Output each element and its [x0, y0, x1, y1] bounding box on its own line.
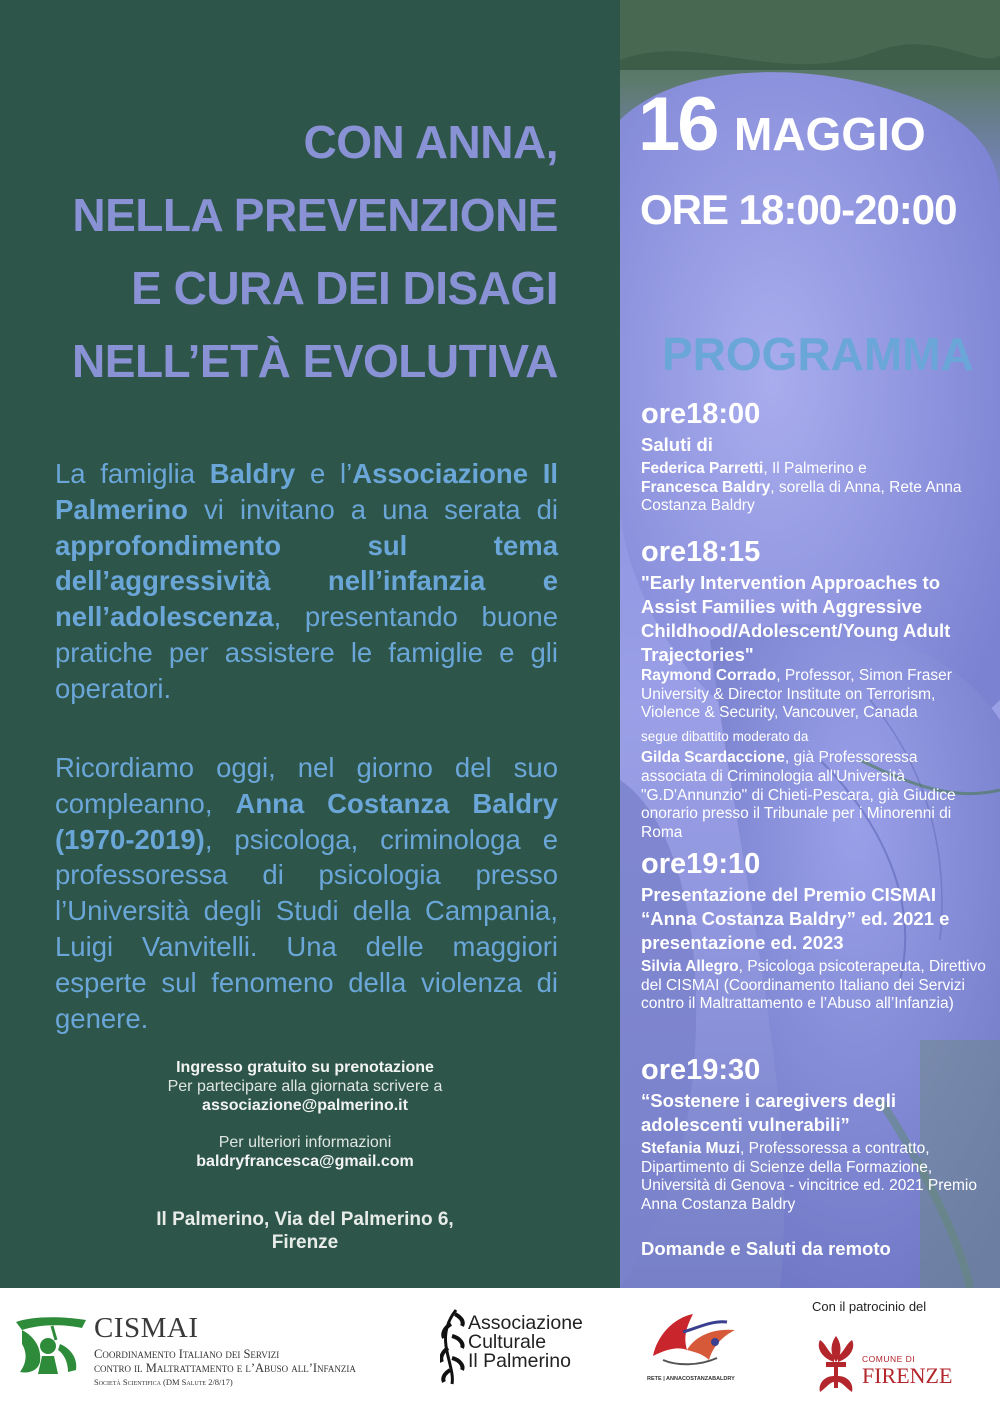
palmerino-name-line: Associazione — [468, 1312, 583, 1334]
program-heading: Presentazione del Premio CISMAI “Anna Costanza Baldry” ed. 2021 e presentazione ed. 2023 — [641, 884, 950, 953]
text: , psicologa, criminologa e professoressa di psicologia presso l’Università degli Studi della Campania, Luigi Vanvitelli. Una delle maggiori esperte sul fenomeno della violenza di genere. — [55, 823, 558, 1034]
invitation-paragraph — [55, 456, 558, 707]
event-hours: ORE 18:00-20:00 — [640, 186, 957, 233]
program-speakers — [641, 667, 986, 723]
cismai-name: CISMAI — [94, 1312, 199, 1344]
program-heading: "Early Intervention Approaches to Assist Families with Aggressive Childhood/Adolescent/Young Adult Trajectories" — [641, 572, 951, 665]
program-time: ore18:15 — [641, 536, 761, 568]
event-month: MAGGIO — [734, 108, 926, 160]
speaker-desc: , già Professoressa associata di Criminologia all'Università "G.D'Annunzio" di Chieti-Pescara, già Giudice onorario presso il Tribunale per i Minorenni di Roma — [641, 749, 956, 841]
cismai-subtitle: Coordinamento Italiano dei Servizi — [94, 1347, 280, 1361]
program-moderator — [641, 749, 986, 843]
speaker-desc: , Il Palmerino e — [763, 460, 867, 477]
speaker-name: Raymond Corrado — [641, 667, 777, 684]
cismai-subtitle: contro il Maltrattamento e l’Abuso all’Infanzia — [94, 1361, 356, 1375]
program-time: ore18:00 — [641, 398, 761, 430]
rete-baldry-logo-icon — [643, 1306, 743, 1376]
event-day: 16 — [638, 82, 717, 167]
cismai-logo-icon — [12, 1314, 90, 1380]
comune-firenze-logo-block — [812, 1332, 962, 1394]
bold-text: Anna Costanza Baldry (1970-2019) — [55, 787, 558, 855]
speaker-desc: , sorella di Anna, Rete Anna Costanza Baldry — [641, 478, 962, 515]
info-line: Per ulteriori informazioni — [218, 1134, 392, 1151]
text: e l’ — [295, 458, 353, 489]
program-item — [641, 847, 986, 1014]
speaker-name: Silvia Allegro — [641, 958, 739, 975]
speaker-name: Gilda Scardaccione — [641, 749, 785, 767]
speaker-desc: , Psicologa psicoterapeuta, Direttivo del CISMAI (Coordinamento Italiano dei Servizi contro il Maltrattamento e l’Abuso all’Infanzia) — [641, 958, 986, 1013]
program-item — [641, 535, 986, 843]
firenze-label: FIRENZE — [862, 1363, 953, 1388]
program-speakers — [641, 1140, 986, 1215]
bold-text: Associazione Il Palmerino — [55, 458, 558, 525]
program-item — [641, 1053, 986, 1215]
sponsor-footer — [0, 1288, 1000, 1403]
speaker-desc: , Professor, Simon Fraser University & Director Institute on Terrorism, Violence & Security, Vancouver, Canada — [641, 667, 952, 722]
speaker-desc: , Professoressa a contratto, Dipartimento di Scienze della Formazione, Università di Genova - vincitrice ed. 2021 Premio Anna Costanza Baldry — [641, 1140, 977, 1214]
speaker-name: Stefania Muzi — [641, 1140, 741, 1157]
palm-leaf-icon — [440, 1308, 470, 1386]
rete-baldry-logo-block — [643, 1306, 743, 1386]
booking-info — [130, 1058, 480, 1171]
florence-lily-icon — [812, 1332, 860, 1394]
address-line: Firenze — [271, 1232, 339, 1253]
cismai-logo-block — [12, 1310, 412, 1390]
program-item — [641, 397, 986, 516]
title-line: CON ANNA, — [303, 116, 558, 168]
text: , presentando buone pratiche per assistere le famiglie e gli operatori. — [55, 601, 558, 704]
title-line: NELL’ETÀ EVOLUTIVA — [72, 335, 558, 387]
program-time: ore19:10 — [641, 848, 761, 880]
info-line: Ingresso gratuito su prenotazione — [176, 1059, 434, 1076]
palmerino-name — [468, 1314, 583, 1371]
program-speakers — [641, 460, 986, 516]
title-line: E CURA DEI DISAGI — [131, 262, 558, 314]
program-closing: Domande e Saluti da remoto — [641, 1238, 891, 1259]
text: La famiglia — [55, 458, 210, 489]
palmerino-logo-block — [440, 1308, 610, 1386]
info-line: Per partecipare alla giornata scrivere a — [167, 1078, 443, 1095]
program-speakers — [641, 958, 986, 1014]
program-time: ore19:30 — [641, 1054, 761, 1086]
event-title — [18, 106, 558, 398]
right-panel — [620, 0, 1000, 1288]
memorial-paragraph — [55, 750, 558, 1036]
moderator-note: segue dibattito moderato da — [641, 729, 809, 745]
program-heading: “Sostenere i caregivers degli adolescenti vulnerabili” — [641, 1090, 897, 1135]
email-link[interactable]: baldryfrancesca@gmail.com — [196, 1153, 414, 1170]
title-line: NELLA PREVENZIONE — [72, 189, 558, 241]
speaker-name: Federica Parretti — [641, 460, 764, 477]
patronage-label: Con il patrocinio del — [812, 1299, 927, 1314]
program-title: PROGRAMMA — [662, 328, 974, 380]
email-link[interactable]: associazione@palmerino.it — [202, 1097, 408, 1114]
address-line: Il Palmerino, Via del Palmerino 6, — [156, 1209, 454, 1230]
text: Ricordiamo oggi, nel giorno del suo compleanno, — [55, 752, 558, 819]
venue-address — [100, 1208, 510, 1254]
cismai-note: Società Scientifica (DM Salute 2/8/17) — [94, 1377, 233, 1387]
rete-caption: RETE | ANNACOSTANZABALDRY — [647, 1376, 735, 1382]
bold-text: approfondimento sul tema dell’aggressività nell’infanzia e nell’adolescenza — [55, 529, 558, 633]
comune-label: COMUNE DI — [862, 1354, 916, 1364]
program-heading: Saluti di — [641, 434, 713, 455]
speaker-name: Francesca Baldry — [641, 478, 771, 496]
palmerino-name-line: Il Palmerino — [468, 1350, 571, 1372]
text: vi invitano a una serata di — [187, 493, 558, 525]
bold-text: Baldry — [209, 458, 296, 489]
palmerino-name-line: Culturale — [468, 1331, 547, 1353]
